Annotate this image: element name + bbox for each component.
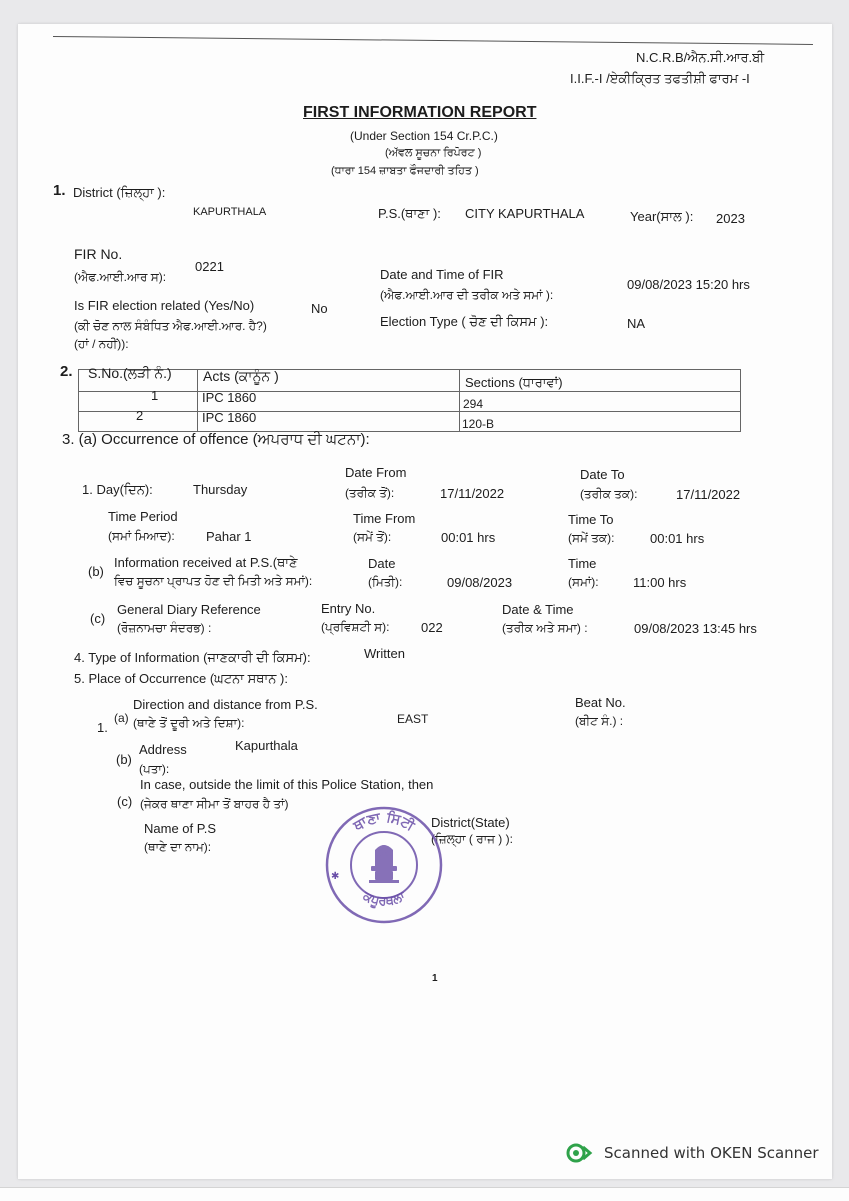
table-row-1-act: IPC 1860 xyxy=(202,390,257,405)
outside-limit-label: In case, outside the limit of this Police Station, then xyxy=(140,777,434,792)
ncrb-label: N.C.R.B/ਐਨ.ਸੀ.ਆਰ.ਬੀ xyxy=(636,50,765,65)
district-state-label: District(State) xyxy=(431,815,510,830)
election-related-pa-2: (ਹਾਂ / ਨਹੀਂ)): xyxy=(74,337,129,351)
col-sno-header: S.No.(ਲੜੀ ਨੰ.) xyxy=(88,365,172,381)
beat-no-pa: (ਬੀਟ ਸੰ.) : xyxy=(575,714,624,728)
general-diary-marker: (c) xyxy=(90,611,106,626)
election-related-label: Is FIR election related (Yes/No) xyxy=(74,298,255,313)
subtitle-punjabi: (ਅੱਵਲ ਸੂਚਨਾ ਰਿਪੋਰਟ ) xyxy=(385,147,482,159)
direction-label: Direction and distance from P.S. xyxy=(133,697,318,712)
info-received-marker: (b) xyxy=(88,564,104,579)
info-time-pa: (ਸਮਾਂ): xyxy=(568,575,599,589)
ashoka-emblem-icon xyxy=(369,845,399,883)
table-row-2-section: 120-B xyxy=(462,417,495,431)
table-row-2-act: IPC 1860 xyxy=(202,410,257,425)
election-related-pa: (ਕੀ ਚੋਣ ਨਾਲ ਸੰਬੰਧਿਤ ਐਫ.ਆਈ.ਆਰ. ਹੈ?) xyxy=(74,319,267,333)
outside-limit-pa: (ਜੇਕਰ ਥਾਣਾ ਸੀਮਾ ਤੋਂ ਬਾਹਰ ਹੈ ਤਾਂ) xyxy=(140,797,289,811)
info-received-label: Information received at P.S.(ਥਾਣੇ xyxy=(114,555,298,570)
time-to-label: Time To xyxy=(568,512,614,527)
general-diary-pa: (ਰੋਜ਼ਨਾਮਚਾ ਸੰਦਰਭ) : xyxy=(117,621,212,635)
stamp-top-text: ਥਾਣਾ ਸਿਟੀ xyxy=(350,809,418,835)
district-state-pa: (ਜ਼ਿਲ੍ਹਾ ( ਰਾਜ ) ): xyxy=(431,832,513,846)
subtitle-section: (Under Section 154 Cr.P.C.) xyxy=(350,129,498,143)
occurrence-heading: 3. (a) Occurrence of offence (ਅਪਰਾਧ ਦੀ ਘਟਨਾ): xyxy=(62,431,370,448)
stamp-bottom-text: ਕਪੂਰਥਲਾ xyxy=(360,889,408,910)
table-row-1-section: 294 xyxy=(463,397,484,411)
time-period-pa: (ਸਮਾਂ ਮਿਆਦ): xyxy=(108,529,175,543)
next-page-edge xyxy=(0,1187,849,1201)
district-label: District (ਜ਼ਿਲ੍ਹਾ ): xyxy=(73,185,166,200)
fir-no-label: FIR No. xyxy=(74,246,123,262)
scanner-watermark-text: Scanned with OKEN Scanner xyxy=(604,1144,819,1162)
table-row-1-sno: 1 xyxy=(151,388,159,403)
address-pa: (ਪਤਾ): xyxy=(139,762,170,776)
section-2-number: 2. xyxy=(60,363,73,380)
col-acts-header: Acts (ਕਾਨੂੰਨ ) xyxy=(203,368,279,384)
direction-marker: (a) xyxy=(114,711,129,725)
fir-no-value: 0221 xyxy=(195,259,224,274)
stamp-star-icon: ✱ xyxy=(331,871,340,882)
date-from-value: 17/11/2022 xyxy=(440,486,505,501)
fir-no-label-pa: (ਐਫ.ਆਈ.ਆਰ ਸ): xyxy=(74,270,167,284)
info-date-value: 09/08/2023 xyxy=(447,575,513,590)
iif-label: I.I.F.-I /ਏਕੀਕ੍ਰਿਤ ਤਫਤੀਸ਼ੀ ਫਾਰਮ -I xyxy=(570,71,750,86)
ps-name-pa: (ਥਾਣੇ ਦਾ ਨਾਮ): xyxy=(144,840,212,854)
time-to-value: 00:01 hrs xyxy=(650,531,705,546)
beat-no-label: Beat No. xyxy=(575,695,626,710)
table-row-2-sno: 2 xyxy=(136,408,144,423)
date-to-pa: (ਤਰੀਕ ਤਕ): xyxy=(580,487,638,501)
outside-limit-marker: (c) xyxy=(117,794,133,809)
direction-value: EAST xyxy=(397,712,429,726)
acts-sections-table xyxy=(78,369,741,435)
time-from-pa: (ਸਮੇਂ ਤੋਂ): xyxy=(353,530,392,544)
fir-date-label: Date and Time of FIR xyxy=(380,267,504,282)
info-time-label: Time xyxy=(568,556,597,571)
place-of-occurrence-label: 5. Place of Occurrence (ਘਟਨਾ ਸਥਾਨ ): xyxy=(74,671,288,686)
info-type-value: Written xyxy=(364,646,405,661)
info-time-value: 11:00 hrs xyxy=(633,575,687,590)
year-label: Year(ਸਾਲ ): xyxy=(630,209,694,224)
election-related-value: No xyxy=(311,301,328,316)
fir-date-label-pa: (ਐਫ.ਆਈ.ਆਰ ਦੀ ਤਰੀਕ ਅਤੇ ਸਮਾਂ ): xyxy=(380,288,554,302)
page-number: 1 xyxy=(432,973,438,984)
col-sections-header: Sections (ਧਾਰਾਵਾਂ) xyxy=(465,375,563,390)
time-to-pa: (ਸਮੇਂ ਤਕ): xyxy=(568,531,615,545)
address-value: Kapurthala xyxy=(235,738,298,753)
entry-no-label: Entry No. xyxy=(321,601,376,616)
gd-date-time-label: Date & Time xyxy=(502,602,574,617)
fir-date-value: 09/08/2023 15:20 hrs xyxy=(627,277,750,292)
info-type-label: 4. Type of Information (ਜਾਣਕਾਰੀ ਦੀ ਕਿਸਮ): xyxy=(74,650,311,665)
police-station-value: CITY KAPURTHALA xyxy=(465,206,585,221)
scanner-watermark xyxy=(566,1143,819,1163)
subtitle-punjabi-2: (ਧਾਰਾ 154 ਜ਼ਾਬਤਾ ਫੌਜਦਾਰੀ ਤਹਿਤ ) xyxy=(331,165,479,177)
day-value: Thursday xyxy=(193,482,248,497)
document-title: FIRST INFORMATION REPORT xyxy=(303,104,537,121)
election-type-label: Election Type ( ਚੋਣ ਦੀ ਕਿਸਮ ): xyxy=(380,314,549,329)
time-period-label: Time Period xyxy=(108,509,178,524)
gd-date-time-value: 09/08/2023 13:45 hrs xyxy=(634,621,757,636)
time-from-label: Time From xyxy=(353,511,416,526)
place-item-number: 1. xyxy=(97,720,108,735)
district-value: KAPURTHALA xyxy=(193,206,267,218)
info-date-label: Date xyxy=(368,556,396,571)
info-received-label-pa: ਵਿਚ ਸੂਚਨਾ ਪ੍ਰਾਪਤ ਹੋਣ ਦੀ ਮਿਤੀ ਅਤੇ ਸਮਾਂ): xyxy=(114,574,313,588)
info-date-pa: (ਮਿਤੀ): xyxy=(368,575,403,589)
section-1-number: 1. xyxy=(53,182,66,199)
direction-pa: (ਥਾਣੇ ਤੋਂ ਦੂਰੀ ਅਤੇ ਦਿਸ਼ਾ): xyxy=(133,716,245,730)
document-page xyxy=(18,24,832,1179)
date-from-label: Date From xyxy=(345,465,407,480)
entry-no-pa: (ਪ੍ਰਵਿਸ਼ਟੀ ਸ): xyxy=(321,620,390,634)
ps-name-label: Name of P.S xyxy=(144,821,217,836)
time-from-value: 00:01 hrs xyxy=(441,530,496,545)
top-rule xyxy=(53,36,813,45)
date-from-pa: (ਤਰੀਕ ਤੋਂ): xyxy=(345,486,395,500)
date-to-value: 17/11/2022 xyxy=(676,487,741,502)
address-marker: (b) xyxy=(116,752,132,767)
day-label: 1. Day(ਦਿਨ): xyxy=(82,482,153,497)
gd-date-time-pa: (ਤਰੀਕ ਅਤੇ ਸਮਾ) : xyxy=(502,621,588,635)
election-type-value: NA xyxy=(627,316,646,331)
date-to-label: Date To xyxy=(580,467,625,482)
oken-logo-icon xyxy=(566,1143,596,1163)
year-value: 2023 xyxy=(716,211,745,226)
time-period-value: Pahar 1 xyxy=(206,529,252,544)
police-station-stamp xyxy=(323,804,445,926)
police-station-label: P.S.(ਥਾਣਾ ): xyxy=(378,206,441,221)
general-diary-label: General Diary Reference xyxy=(117,602,261,617)
address-label: Address xyxy=(139,742,187,757)
entry-no-value: 022 xyxy=(421,620,443,635)
